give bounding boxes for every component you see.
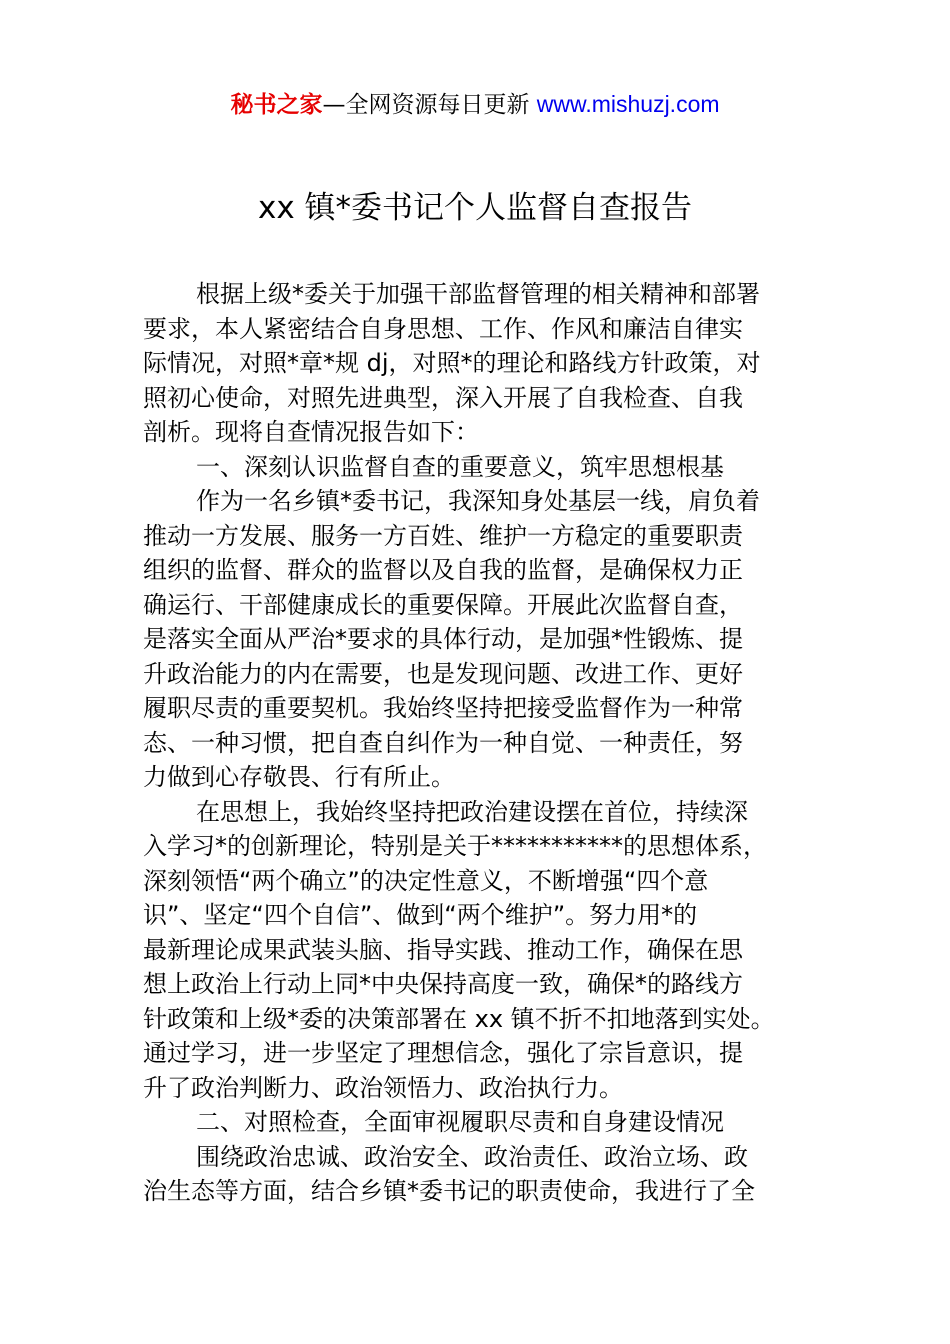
paragraph-line: 最新理论成果武装头脑、指导实践、推动工作，确保在思 (143, 935, 743, 964)
paragraph-line: 针政策和上级*委的决策部署在 xx 镇不折不扣地落到实处。 (143, 1004, 775, 1033)
document-title: xx 镇*委书记个人监督自查报告 (257, 190, 693, 226)
paragraph-line: 确运行、干部健康成长的重要保障。开展此次监督自查， (143, 590, 743, 619)
paragraph-line: 作为一名乡镇*委书记，我深知身处基层一线，肩负着 (196, 487, 760, 515)
paragraph-line: 通过学习，进一步坚定了理想信念，强化了宗旨意识，提 (143, 1039, 743, 1067)
paragraph-line: 力做到心存敬畏、行有所止。 (143, 763, 455, 791)
paragraph-line: 深刻领悟“两个确立”的决定性意义，不断增强“四个意 (143, 866, 709, 895)
paragraph-line: 态、一种习惯，把自查自纠作为一种自觉、一种责任，努 (143, 728, 743, 757)
paragraph-line: 履职尽责的重要契机。我始终坚持把接受监督作为一种常 (143, 694, 743, 722)
paragraph-line: 入学习*的创新理论，特别是关于***********的思想体系， (143, 832, 767, 860)
paragraph-line: 推动一方发展、服务一方百姓、维护一方稳定的重要职责 (143, 521, 743, 550)
paragraph-line: 组织的监督、群众的监督以及自我的监督，是确保权力正 (143, 556, 743, 584)
site-slogan: —全网资源每日更新 (322, 92, 537, 118)
site-url-link[interactable]: www.mishuzj.com (536, 91, 720, 117)
paragraph-line: 根据上级*委关于加强干部监督管理的相关精神和部署 (196, 280, 760, 308)
paragraph-line: 是落实全面从严治*要求的具体行动，是加强*性锻炼、提 (143, 625, 743, 653)
section-heading: 一、深刻认识监督自查的重要意义，筑牢思想根基 (196, 452, 724, 481)
paragraph-line: 升政治能力的内在需要，也是发现问题、改进工作、更好 (143, 659, 743, 688)
site-header (0, 86, 950, 123)
section-heading: 二、对照检查，全面审视履职尽责和自身建设情况 (196, 1108, 724, 1136)
document-body (143, 277, 811, 1209)
paragraph-line: 识”、坚定“四个自信”、做到“两个维护”。努力用*的 (143, 901, 698, 929)
paragraph-line: 治生态等方面，结合乡镇*委书记的职责使命，我进行了全 (143, 1177, 755, 1205)
paragraph-line: 围绕政治忠诚、政治安全、政治责任、政治立场、政 (196, 1142, 748, 1171)
paragraph-line: 照初心使命，对照先进典型，深入开展了自我检查、自我 (143, 383, 743, 412)
paragraph-line: 要求，本人紧密结合自身思想、工作、作风和廉洁自律实 (143, 314, 743, 343)
paragraph-line: 升了政治判断力、政治领悟力、政治执行力。 (143, 1073, 623, 1102)
site-name: 秘书之家 (230, 92, 323, 118)
paragraph-line: 想上政治上行动上同*中央保持高度一致，确保*的路线方 (143, 970, 743, 998)
paragraph-line: 际情况，对照*章*规 dj，对照*的理论和路线方针政策，对 (143, 349, 761, 377)
paragraph-line: 在思想上，我始终坚持把政治建设摆在首位，持续深 (196, 797, 748, 826)
paragraph-line: 剖析。现将自查情况报告如下： (143, 418, 479, 446)
